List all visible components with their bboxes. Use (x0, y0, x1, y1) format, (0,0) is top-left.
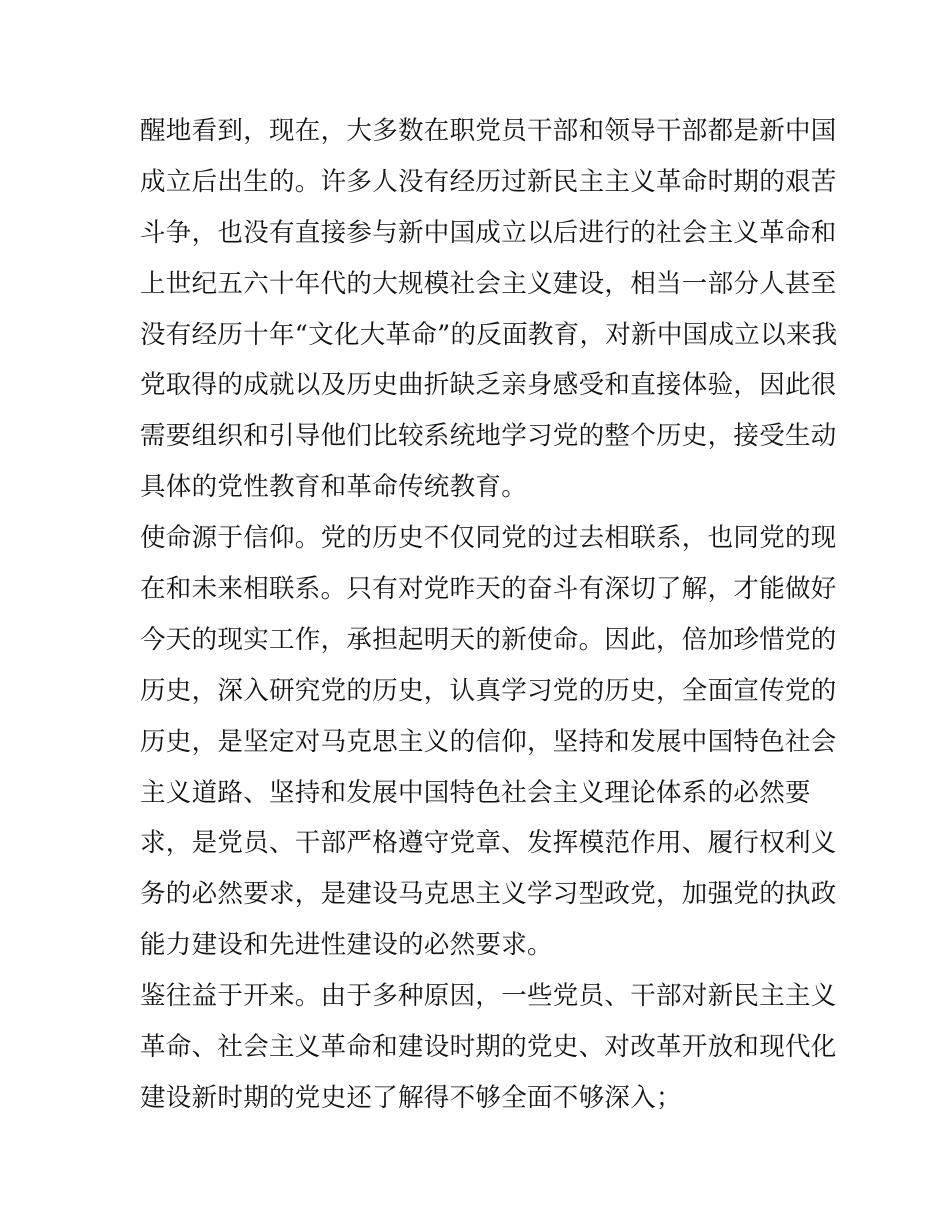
text-line: 上世纪五六十年代的大规模社会主义建设，相当一部分人甚至 (140, 268, 837, 299)
text-line: 斗争，也没有直接参与新中国成立以后进行的社会主义革命和 (140, 217, 837, 248)
text-line: 党取得的成就以及历史曲折缺乏亲身感受和直接体验，因此很 (140, 370, 837, 401)
text-line: 具体的党性教育和革命传统教育。 (140, 472, 528, 503)
text-line: 革命、社会主义革命和建设时期的党史、对改革开放和现代化 (140, 1032, 837, 1063)
text-line: 没有经历十年“文化大革命”的反面教育，对新中国成立以来我 (140, 319, 838, 350)
text-line: 今天的现实工作，承担起明天的新使命。因此，倍加珍惜党的 (140, 624, 837, 655)
text-line: 醒地看到，现在，大多数在职党员干部和领导干部都是新中国 (140, 116, 837, 146)
text-line: 能力建设和先进性建设的必然要求。 (140, 930, 553, 961)
text-line: 务的必然要求，是建设马克思主义学习型政党，加强党的执政 (140, 879, 837, 910)
text-line: 成立后出生的。许多人没有经历过新民主主义革命时期的艰苦 (140, 166, 837, 197)
paragraph-1 (140, 106, 838, 513)
text-line: 在和未来相联系。只有对党昨天的奋斗有深切了解，才能做好 (140, 574, 837, 605)
text-line: 历史，是坚定对马克思主义的信仰，坚持和发展中国特色社会 (140, 726, 837, 757)
paragraph-2 (140, 513, 837, 971)
document-body (140, 106, 838, 1124)
text-line: 历史，深入研究党的历史，认真学习党的历史，全面宣传党的 (140, 675, 837, 706)
paragraph-3 (140, 971, 837, 1124)
text-line: 需要组织和引导他们比较系统地学习党的整个历史，接受生动 (140, 421, 837, 452)
text-line: 求，是党员、干部严格遵守党章、发挥模范作用、履行权利义 (140, 828, 837, 859)
text-line: 鉴往益于开来。由于多种原因，一些党员、干部对新民主主义 (140, 981, 837, 1012)
text-line: 建设新时期的党史还了解得不够全面不够深入； (140, 1082, 682, 1113)
text-line: 使命源于信仰。党的历史不仅同党的过去相联系，也同党的现 (140, 523, 837, 554)
text-line: 主义道路、坚持和发展中国特色社会主义理论体系的必然要 (140, 777, 811, 808)
